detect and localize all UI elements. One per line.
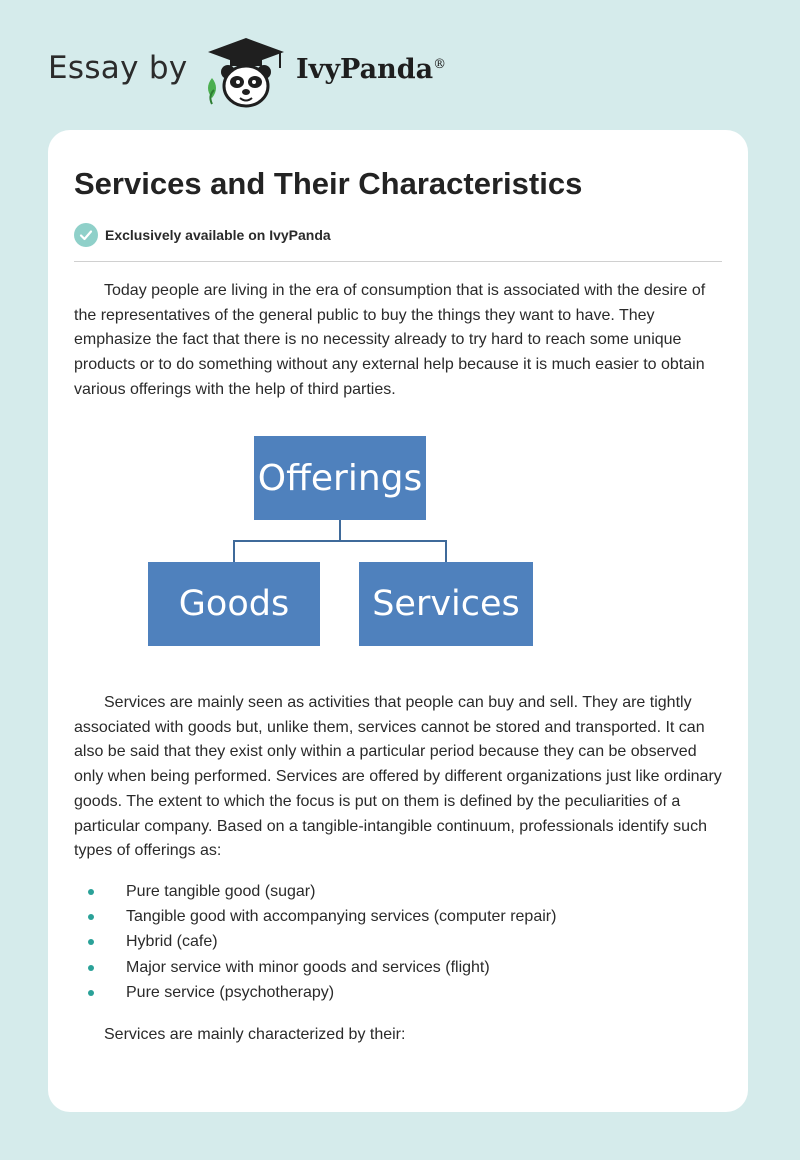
list-item-text: Hybrid (cafe) [126,933,218,951]
bullet-icon [88,889,94,895]
services-paragraph: Services are mainly seen as activities that people can buy and sell. They are tightly associated with goods but, unlike them, services cannot be stored and transported. It can also be said that they exist only within a particular period because they can be observed only when being performed. Services are offered by different organizations just like ordinary goods. The extent to which the focus is put on them is defined by the peculiarities of a particular company. Based on a tangible-intangible continuum, professionals identify such types of offerings as: [74,694,722,860]
diagram-node-services: Services [359,562,533,646]
characteristics-paragraph: Services are mainly characterized by their: [104,1026,406,1043]
list-item-text: Pure service (psychotherapy) [126,983,335,1001]
list-item [74,980,724,1005]
offering-types-list [74,879,724,1005]
title-divider [74,261,722,262]
list-item-text: Major service with minor goods and services (flight) [126,958,490,976]
diagram-node-goods: Goods [148,562,320,646]
essay-card [48,130,748,1112]
brand-name[interactable] [296,54,446,85]
diagram-node-offerings: Offerings [254,436,426,520]
bullet-icon [88,914,94,920]
panda-logo-icon[interactable] [200,34,292,110]
registered-mark: ® [433,57,447,72]
brand-wordmark: IvyPanda [296,54,434,85]
list-item [74,904,724,929]
list-item-text: Tangible good with accompanying services (computer repair) [126,908,557,926]
offerings-diagram [148,436,534,648]
list-item [74,879,724,904]
bullet-icon [88,939,94,945]
list-item [74,955,724,980]
bullet-icon [88,990,94,996]
bullet-icon [88,965,94,971]
list-item [74,929,724,954]
site-header [0,0,800,120]
exclusive-badge-label: Exclusively available on IvyPanda [105,227,331,243]
exclusive-badge [74,222,331,248]
list-item-text: Pure tangible good (sugar) [126,883,316,900]
page-title: Services and Their Characteristics [74,166,583,201]
check-icon [74,223,98,247]
intro-paragraph: Today people are living in the era of consumption that is associated with the desire of the representatives of the general public to buy the things they want to have. They emphasize the fact that there is no necessity already to try hard to reach some unique products or to do something without any external help because it is much easier to obtain various offerings with the help of third parties. [74,282,706,398]
essay-by-label: Essay by [48,50,188,86]
